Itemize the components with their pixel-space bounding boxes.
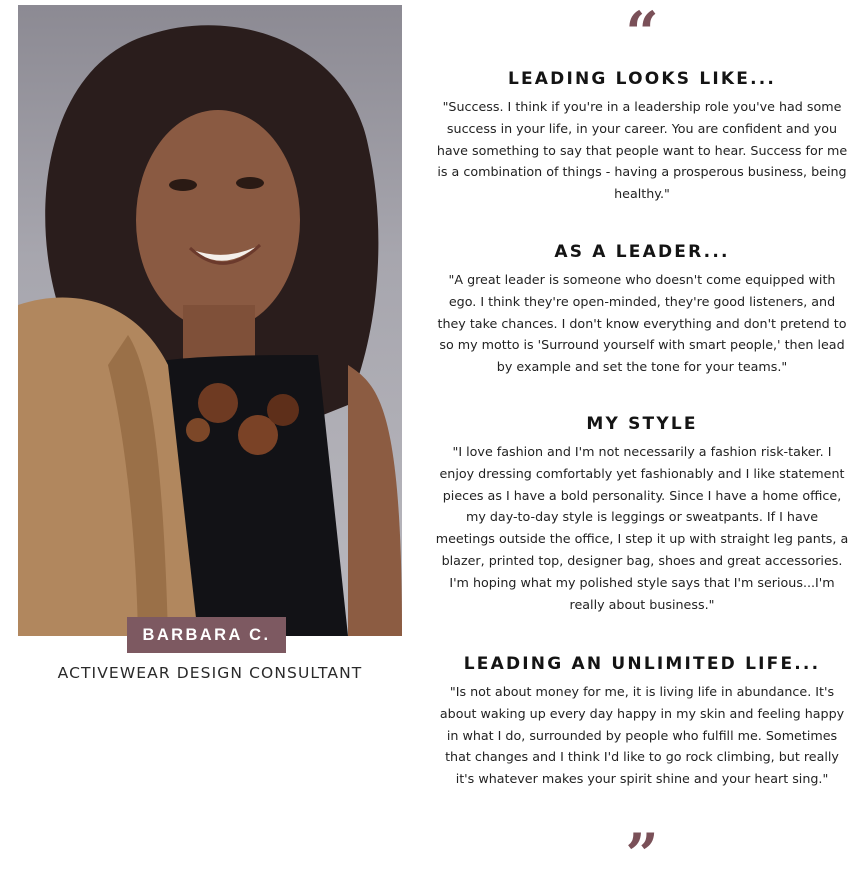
section-heading: LEADING LOOKS LIKE... xyxy=(507,69,777,89)
section-body: "Success. I think if you're in a leadership role you've had some success in your life, in your career. You are confident and you have something to say that people want to hear. Success for me is a combination of things - having a prosperous business, being healthy." xyxy=(436,99,848,202)
section-my-style xyxy=(435,413,849,615)
section-leading-an-unlimited-life xyxy=(435,653,849,790)
section-as-a-leader xyxy=(435,241,849,378)
open-quote-icon: “ xyxy=(625,0,659,67)
section-body: "I love fashion and I'm not necessarily a fashion risk-taker. I enjoy dressing comfortably yet fashionably and I like statement pieces as I have a bold personality. Since I have a home office, my day-to-day style is leggings or sweatpants. If I have meetings outside the office, I step it up with straight leg pants, a blazer, printed top, designer bag, shoes and great accessories. I'm hoping what my polished style says that I'm serious...I'm really about business." xyxy=(435,444,849,612)
job-title: ACTIVEWEAR DESIGN CONSULTANT xyxy=(57,664,363,682)
profile-column xyxy=(0,0,420,867)
section-heading: AS A LEADER... xyxy=(554,242,730,262)
section-leading-looks-like xyxy=(435,68,849,205)
section-heading: MY STYLE xyxy=(586,414,698,434)
name-badge: BARBARA C. xyxy=(127,617,286,653)
section-heading: LEADING AN UNLIMITED LIFE... xyxy=(463,654,821,674)
profile-photo xyxy=(18,5,402,636)
quote-column xyxy=(435,0,849,889)
section-body: "Is not about money for me, it is living life in abundance. It's about waking up every day happy in my skin and feeling happy in what I do, surrounded by people who fulfill me. Sometimes that changes and I think I'd like to go rock climbing, but really it's whatever makes your spirit shine and your heart sing." xyxy=(439,684,845,787)
close-quote-icon: ” xyxy=(625,821,659,889)
section-body: "A great leader is someone who doesn't come equipped with ego. I think they're open-minded, they're good listeners, and they take chances. I don't know everything and don't pretend to so my motto is 'Surround yourself with smart people,' then lead by example and set the tone for your teams." xyxy=(437,272,847,375)
